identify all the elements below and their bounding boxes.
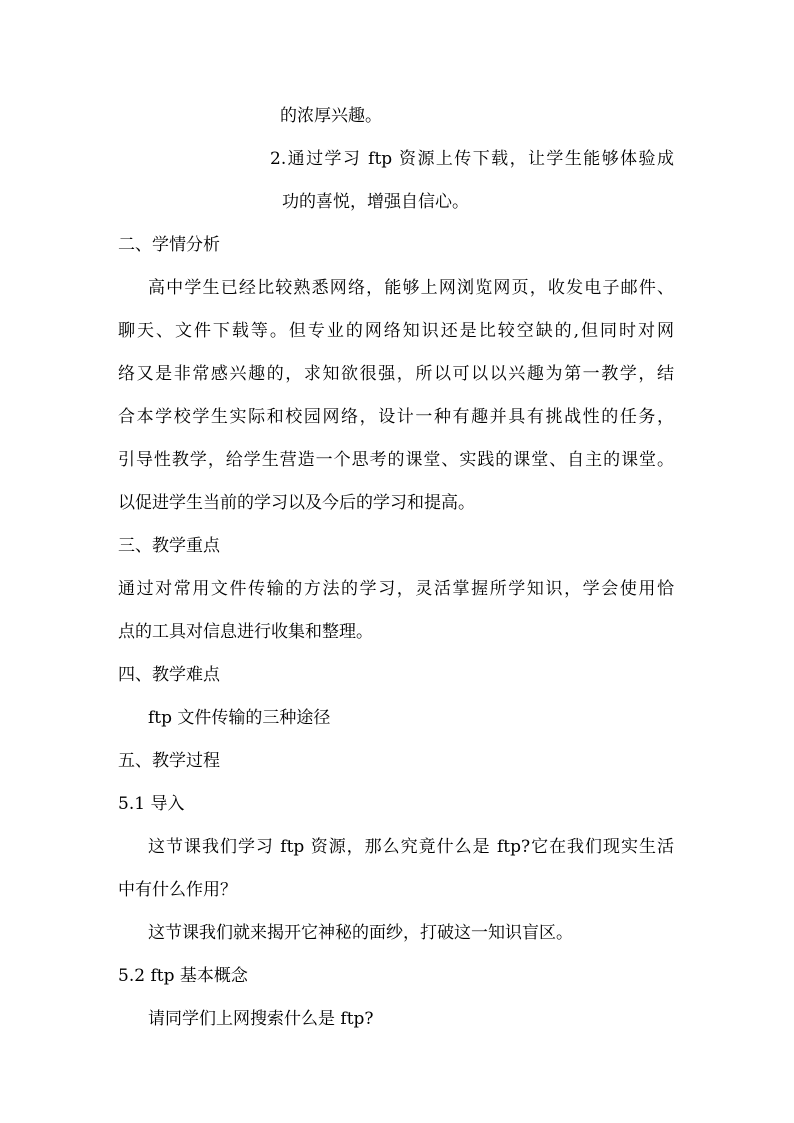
objective-2-continuation: 功的喜悦，增强自信心。 xyxy=(282,192,469,212)
paragraph-line: 合本学校学生实际和校园网络，设计一种有趣并具有挑战性的任务， xyxy=(118,407,674,427)
subsection-heading-introduction: 5.1 导入 xyxy=(118,794,185,814)
paragraph-line: 请同学们上网搜索什么是 ftp? xyxy=(148,1009,374,1029)
subsection-heading-ftp-concepts: 5.2 ftp 基本概念 xyxy=(118,966,248,986)
paragraph-line: ftp 文件传输的三种途径 xyxy=(148,708,331,728)
paragraph-line: 点的工具对信息进行收集和整理。 xyxy=(118,622,373,642)
paragraph-line: 这节课我们学习 ftp 资源，那么究竟什么是 ftp?它在我们现实生活 xyxy=(148,837,674,857)
section-heading-teaching-focus: 三、教学重点 xyxy=(118,536,220,556)
section-heading-teaching-difficulty: 四、教学难点 xyxy=(118,665,220,685)
objective-2: 2.通过学习 ftp 资源上传下载，让学生能够体验成 xyxy=(270,149,674,169)
paragraph-line: 以促进学生当前的学习以及今后的学习和提高。 xyxy=(118,493,475,513)
paragraph-line: 络又是非常感兴趣的，求知欲很强，所以可以以兴趣为第一教学，结 xyxy=(118,364,674,384)
paragraph-line: 聊天、文件下载等。但专业的网络知识还是比较空缺的,但同时对网 xyxy=(118,321,674,341)
paragraph-line: 引导性教学，给学生营造一个思考的课堂、实践的课堂、自主的课堂。 xyxy=(118,450,674,470)
paragraph-line: 高中学生已经比较熟悉网络，能够上网浏览网页，收发电子邮件、 xyxy=(148,278,674,298)
section-heading-learning-analysis: 二、学情分析 xyxy=(118,235,220,255)
paragraph-line: 这节课我们就来揭开它神秘的面纱，打破这一知识盲区。 xyxy=(148,923,573,943)
objective-1-continuation: 的浓厚兴趣。 xyxy=(280,106,382,126)
paragraph-line: 中有什么作用？ xyxy=(118,880,237,900)
paragraph-line: 通过对常用文件传输的方法的学习，灵活掌握所学知识，学会使用恰 xyxy=(118,579,674,599)
section-heading-teaching-process: 五、教学过程 xyxy=(118,751,220,771)
